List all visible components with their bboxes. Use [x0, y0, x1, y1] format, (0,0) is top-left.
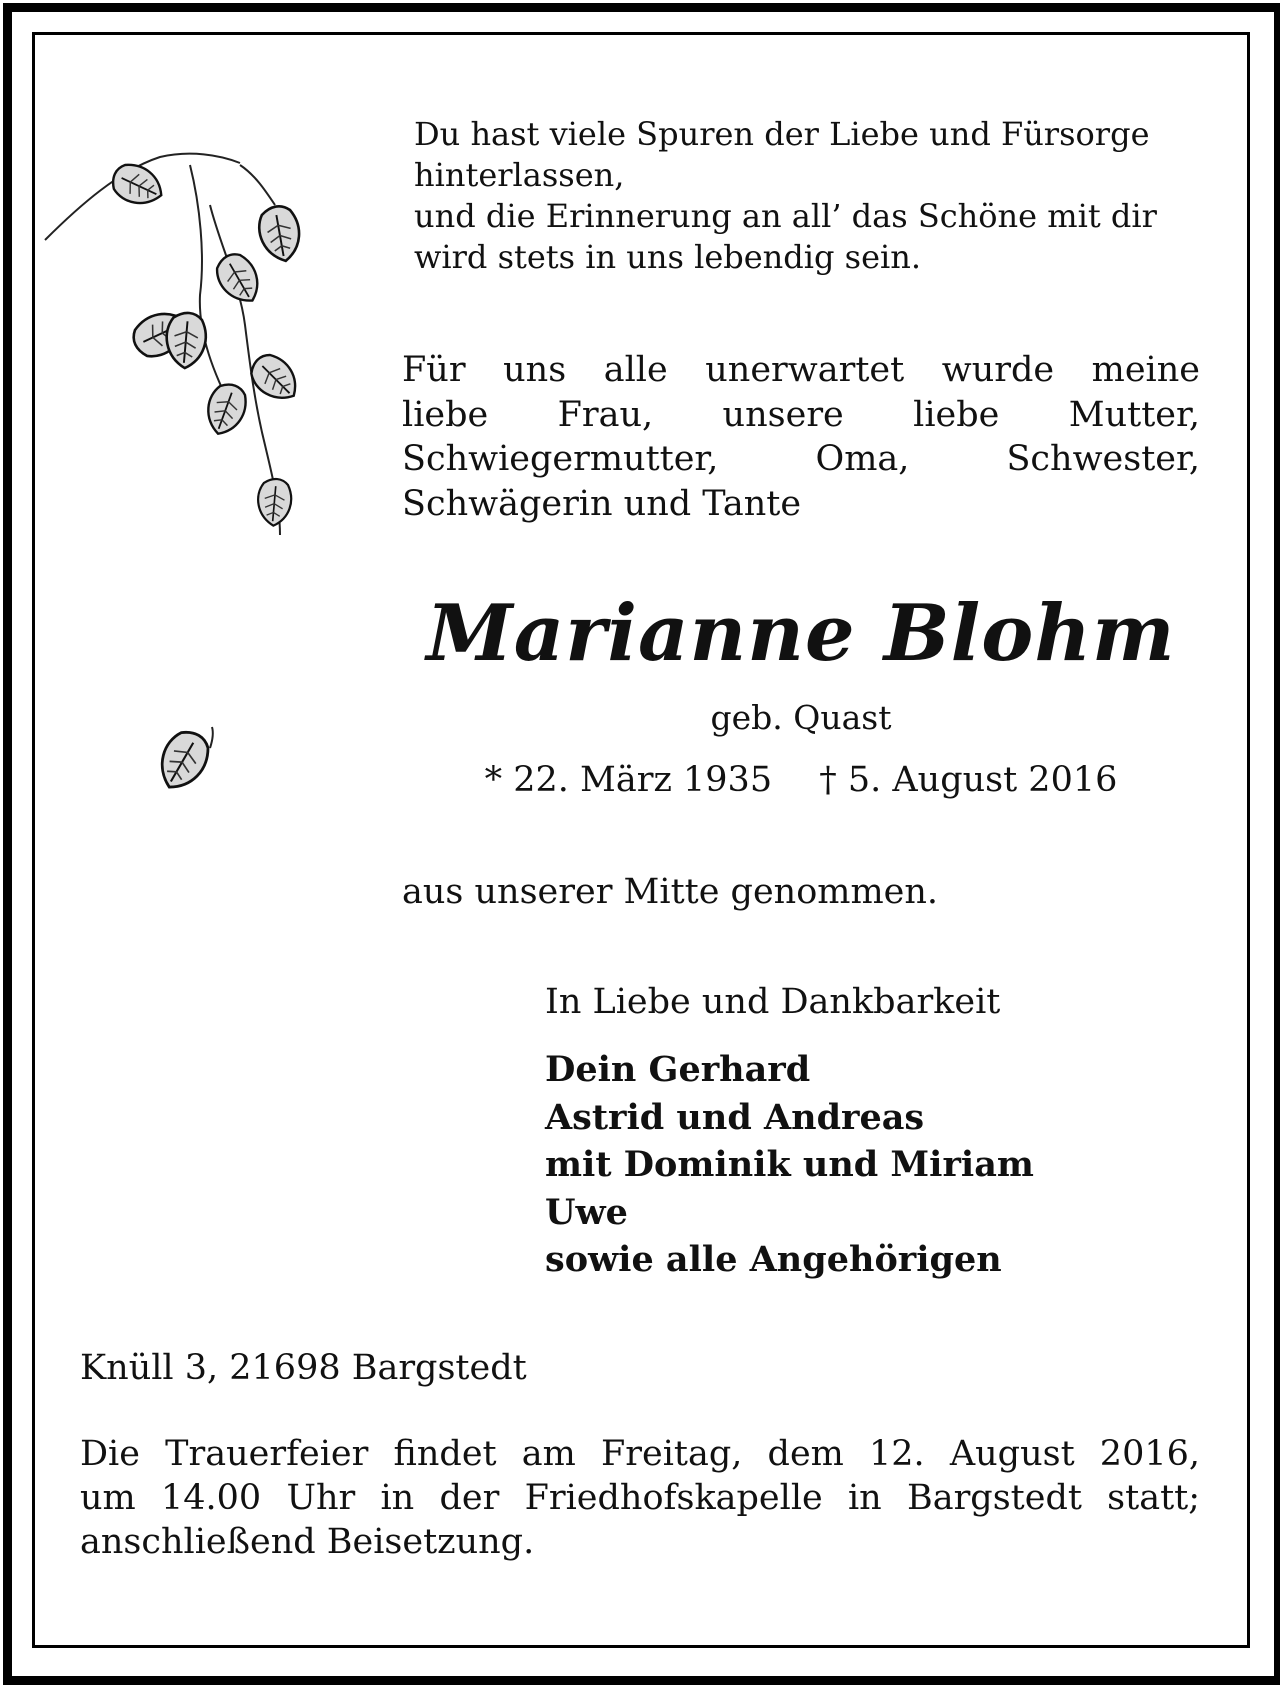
poem-line: hinterlassen, — [414, 156, 625, 194]
intro-line: Schwägerin und Tante — [402, 483, 802, 524]
service-line: um 14.00 Uhr in der Friedhofskapelle in Bargstedt statt; — [80, 1478, 1200, 1518]
maiden-name: geb. Quast — [710, 698, 892, 737]
birch-branch-icon — [40, 145, 360, 585]
intro-line: Für uns alle unerwartet wurde meine — [402, 350, 1200, 390]
taken-line: aus unserer Mitte genommen. — [402, 872, 939, 912]
family-member: Astrid und Andreas — [545, 1096, 925, 1138]
funeral-service-info — [80, 1432, 1200, 1564]
poem-line: und die Erinnerung an all’ das Schöne mit dir — [414, 197, 1157, 235]
family-member: mit Dominik und Miriam — [545, 1144, 1034, 1185]
address: Knüll 3, 21698 Bargstedt — [80, 1348, 527, 1388]
falling-leaf-icon — [160, 722, 230, 832]
closing-phrase: In Liebe und Dankbarkeit — [545, 982, 1001, 1022]
intro-line: liebe Frau, unsere liebe Mutter, — [402, 394, 1200, 435]
service-line: Die Trauerfeier findet am Freitag, dem 12. August 2016, — [80, 1434, 1200, 1474]
birth-date: * 22. März 1935 — [484, 760, 773, 800]
intro-text — [402, 348, 1200, 526]
service-line: anschließend Beisetzung. — [80, 1522, 535, 1562]
poem-line: Du hast viele Spuren der Liebe und Fürsorge — [414, 115, 1150, 153]
family-member: Dein Gerhard — [545, 1049, 811, 1090]
family-signatures — [545, 1046, 1034, 1284]
deceased-name: Marianne Blohm — [426, 588, 1176, 679]
life-dates — [398, 760, 1204, 800]
poem-line: wird stets in uns lebendig sein. — [414, 238, 922, 276]
poem — [414, 114, 1157, 278]
intro-line: Schwiegermutter, Oma, Schwester, — [402, 439, 1200, 479]
family-member: sowie alle Angehörigen — [545, 1239, 1002, 1280]
death-date: † 5. August 2016 — [819, 760, 1118, 800]
family-member: Uwe — [545, 1191, 628, 1233]
